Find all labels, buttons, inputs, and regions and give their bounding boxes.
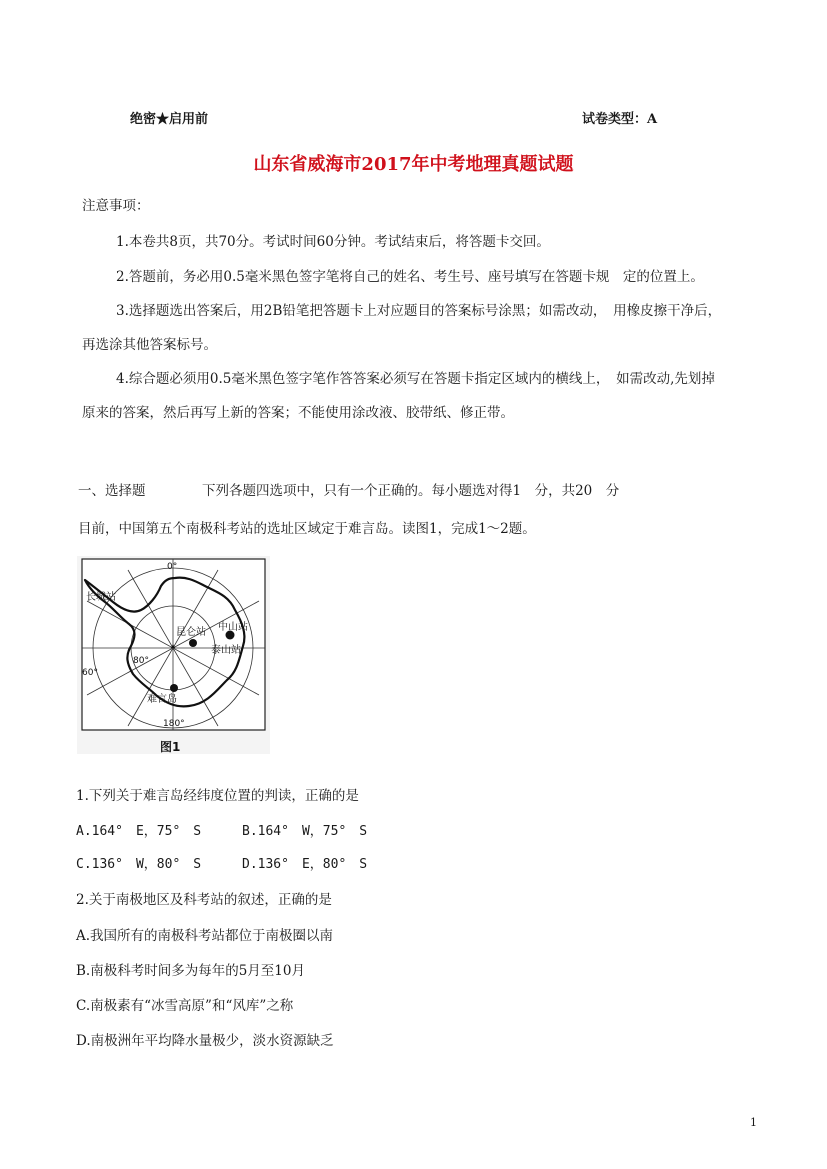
question-2-option-c: C.南极素有“冰雪高原”和“风库”之称 [76, 998, 294, 1014]
notice-item-4-cont: 原来的答案，然后再写上新的答案；不能使用涂改液、胶带纸、修正带。 [82, 405, 514, 421]
notice-item-3: 3.选择题选出答案后，用2B铅笔把答题卡上对应题目的答案标号涂黑；如需改动， 用橡皮擦干净后， [116, 303, 722, 319]
section-label: 一、选择题 [78, 483, 146, 499]
kunlun-station-dot [189, 639, 197, 647]
label-lon-60: 60° [82, 668, 98, 678]
label-changcheng-station: 长城站 [86, 592, 116, 603]
question-1-option-c: C.136° W，80° S [76, 857, 202, 872]
label-lat-80: 80° [133, 656, 149, 666]
question-2-stem: 2.关于南极地区及科考站的叙述，正确的是 [76, 892, 332, 908]
label-nanyan-island: 难言岛 [147, 694, 177, 705]
confidential-label: 绝密★启用前 [130, 112, 209, 127]
nanyan-island-dot [170, 684, 178, 692]
paper-type-label: 试卷类型：A [582, 112, 658, 127]
question-1-option-a: A.164° E，75° S [76, 824, 202, 839]
notice-item-4: 4.综合题必须用0.5毫米黑色签字笔作答答案必须写在答题卡指定区域内的横线上， 如需改动,先划掉 [116, 371, 715, 387]
question-2-option-a: A.我国所有的南极科考站都位于南极圈以南 [76, 928, 334, 944]
question-2-option-b: B.南极科考时间多为每年的5月至10月 [76, 963, 305, 979]
page-title: 山东省威海市2017年中考地理真题试题 [253, 154, 574, 175]
question-2-option-d: D.南极洲年平均降水量极少，淡水资源缺乏 [76, 1033, 334, 1049]
label-taishan-station: 泰山站 [211, 645, 241, 656]
notice-heading: 注意事项： [82, 198, 150, 214]
notice-item-2: 2.答题前，务必用0.5毫米黑色签字笔将自己的姓名、考生号、座号填写在答题卡规 定的位置上。 [116, 269, 704, 285]
label-kunlun-station: 昆仑站 [176, 627, 206, 638]
antarctica-map [77, 556, 270, 754]
page-number: 1 [750, 1116, 757, 1129]
label-lon-0: 0° [167, 562, 178, 572]
section-instruction: 下列各题四选项中，只有一个正确的。每小题选对得1 分，共20 分 [202, 483, 620, 499]
question-1-stem: 1.下列关于难言岛经纬度位置的判读，正确的是 [76, 788, 359, 804]
figure-caption: 图1 [160, 740, 181, 754]
label-zhongshan-station: 中山站 [218, 622, 248, 633]
notice-item-3-cont: 再选涂其他答案标号。 [82, 337, 217, 353]
notice-item-1: 1.本卷共8页，共70分。考试时间60分钟。考试结束后，将答题卡交回。 [116, 234, 550, 250]
label-lon-180: 180° [163, 719, 185, 729]
intro-text: 目前，中国第五个南极科考站的选址区域定于难言岛。读图1，完成1～2题。 [78, 521, 536, 537]
question-1-option-b: B.164° W，75° S [242, 824, 368, 839]
question-1-option-d: D.136° E，80° S [242, 857, 368, 872]
